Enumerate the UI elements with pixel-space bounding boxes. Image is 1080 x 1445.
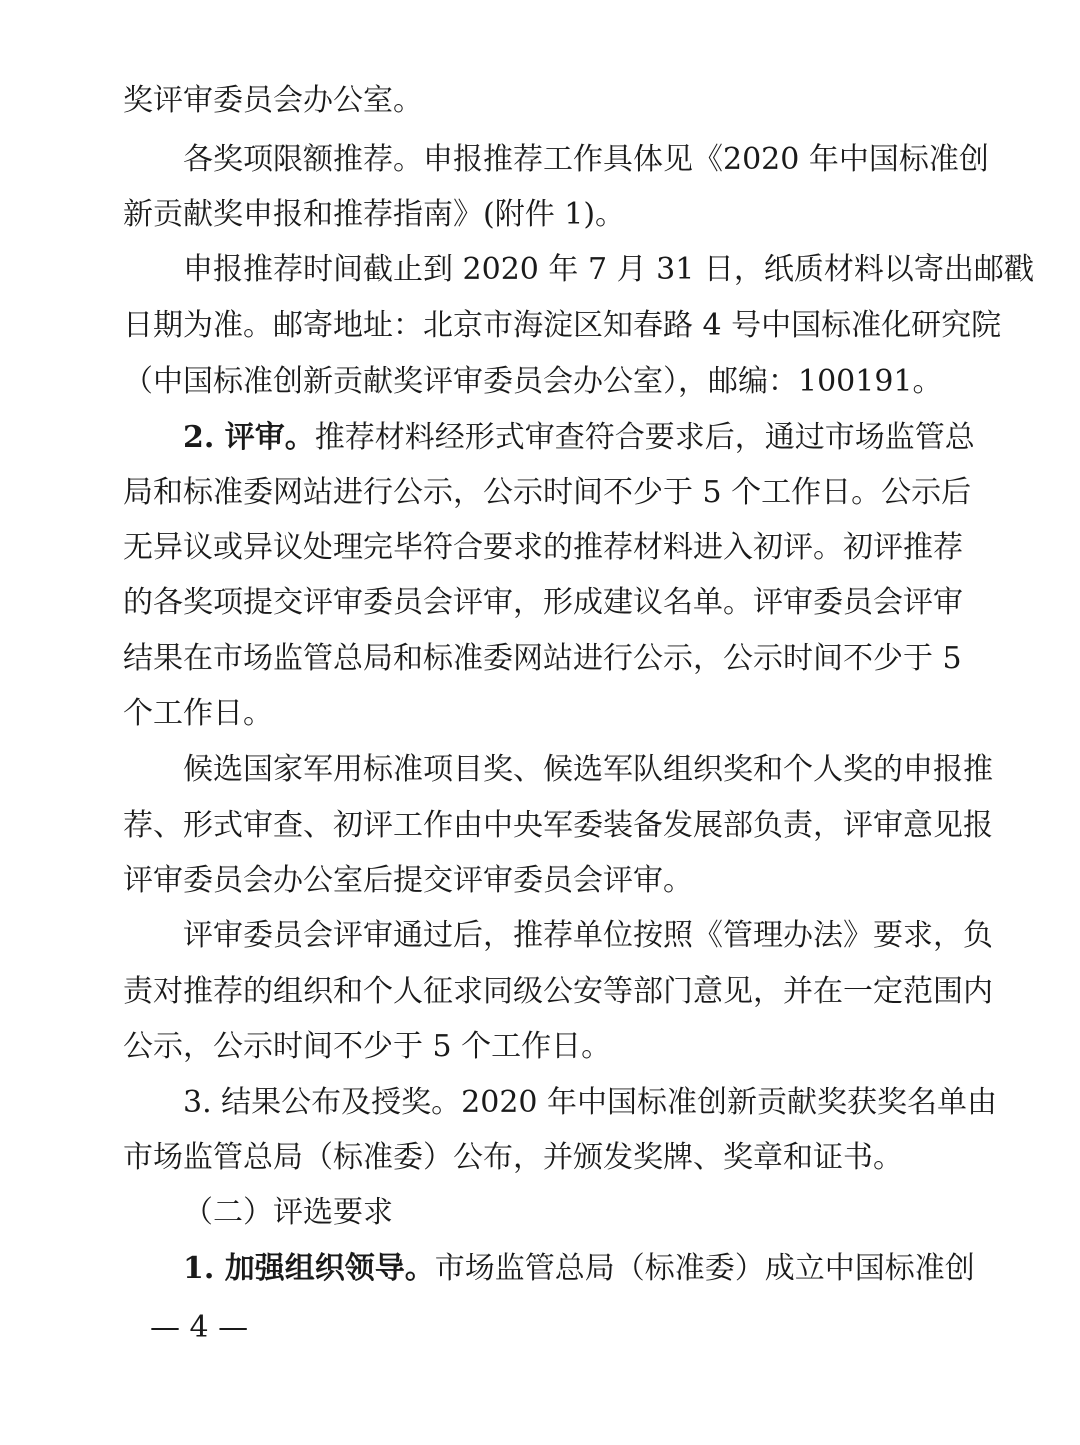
text-line: 评审委员会办公室后提交评审委员会评审。 [123,863,693,898]
text-line: 评审委员会评审通过后，推荐单位按照《管理办法》要求，负 [183,918,993,953]
paragraph-review-first-line [183,418,975,458]
text-line: 市场监管总局（标准委）成立中国标准创 [434,1251,975,1286]
text-line: 公示，公示时间不少于 5 个工作日。 [123,1029,612,1064]
paragraph-org-first-line [183,1249,975,1289]
text-line: 荐、形式审查、初评工作由中央军委装备发展部负责，评审意见报 [123,808,993,843]
text-line: 局和标准委网站进行公示，公示时间不少于 5 个工作日。公示后 [123,475,972,510]
text-line: 3. 结果公布及授奖。2020 年中国标准创新贡献奖获奖名单由 [183,1085,998,1120]
text-line: 的各奖项提交评审委员会评审，形成建议名单。评审委员会评审 [123,585,963,620]
text-line: 市场监管总局（标准委）公布，并颁发奖牌、奖章和证书。 [123,1140,903,1175]
heading-org-lead: 1. 加强组织领导。 [183,1251,435,1286]
text-line: 个工作日。 [123,696,273,731]
text-line: 各奖项限额推荐。申报推荐工作具体见《2020 年中国标准创 [183,142,989,177]
text-line: 新贡献奖申报和推荐指南》(附件 1)。 [123,197,626,232]
section-heading: （二）评选要求 [183,1195,393,1230]
page-number: — 4 — [150,1310,249,1345]
text-line: 结果在市场监管总局和标准委网站进行公示，公示时间不少于 5 [123,641,962,676]
text-line: 无异议或异议处理完毕符合要求的推荐材料进入初评。初评推荐 [123,530,963,565]
text-line: 责对推荐的组织和个人征求同级公安等部门意见，并在一定范围内 [123,974,993,1009]
heading-review: 2. 评审。 [183,420,315,455]
text-line: 候选国家军用标准项目奖、候选军队组织奖和个人奖的申报推 [183,752,993,787]
text-line: 申报推荐时间截止到 2020 年 7 月 31 日，纸质材料以寄出邮戳 [183,252,1034,287]
text-line: 奖评审委员会办公室。 [123,83,423,118]
text-line: 日期为准。邮寄地址：北京市海淀区知春路 4 号中国标准化研究院 [123,308,1002,343]
text-line: （中国标准创新贡献奖评审委员会办公室），邮编：100191。 [123,364,943,399]
text-line: 推荐材料经形式审查符合要求后，通过市场监管总 [314,420,975,455]
